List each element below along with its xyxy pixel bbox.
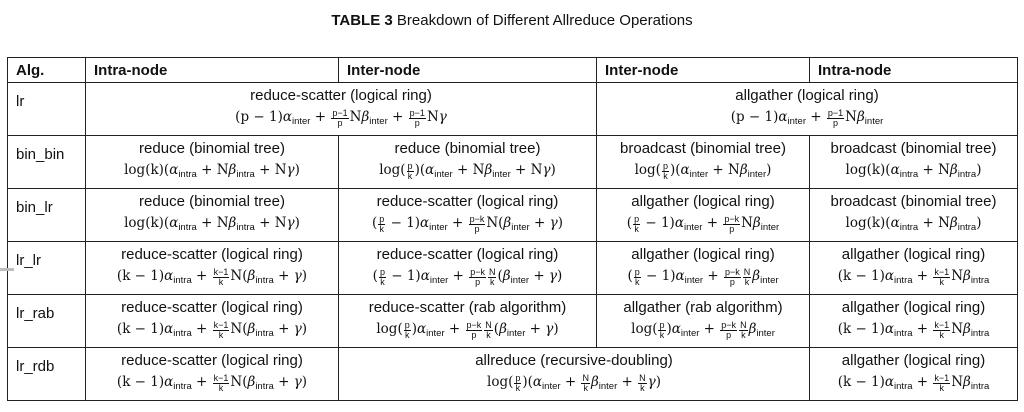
- op-label: reduce-scatter (logical ring): [250, 86, 432, 104]
- formula: $(k - 1)\alpha_{intra}$ + $\frac{k-1}{k}$ $N(\beta_{intra} + \gamma)$: [116, 372, 308, 393]
- op-label: reduce-scatter (logical ring): [376, 245, 559, 263]
- formula: log( $\frac{p}{k}$ )$\alpha_{inter}$ + $\frac{p-k}{p}$ $\frac{N}{k}$ $(\beta_{inter} + \gamma)$: [376, 319, 559, 340]
- op-label: allgather (logical ring): [841, 298, 986, 316]
- header-inter-node-1: Inter-node: [339, 58, 597, 83]
- table-cell: [810, 136, 1018, 189]
- formula: ( $\frac{p}{k}$ − $1)\alpha_{inter}$ + $\frac{p-k}{p}$ $\frac{N}{k}$ $\beta_{inter}$: [627, 266, 779, 287]
- table-label: TABLE 3: [331, 12, 393, 29]
- table-row: [8, 83, 1018, 136]
- table-cell: [86, 189, 339, 242]
- formula: $\log(k)(\alpha_{intra} + N\beta_{intra} + N\gamma)$: [124, 214, 300, 233]
- op-label: reduce (binomial tree): [139, 192, 285, 210]
- table-cell: [810, 189, 1018, 242]
- op-label: broadcast (binomial tree): [620, 139, 786, 157]
- header-inter-node-2: Inter-node: [597, 58, 810, 83]
- cell-lr-reduce: [86, 83, 597, 136]
- header-intra-node-2: Intra-node: [810, 58, 1018, 83]
- formula: $\log(k)(\alpha_{intra} + N\beta_{intra})$: [845, 214, 982, 233]
- table-cell: [86, 242, 339, 295]
- table-title: Breakdown of Different Allreduce Operations: [396, 12, 693, 29]
- table-cell: [810, 242, 1018, 295]
- formula: log( $\frac{p}{k}$ )$(\alpha_{inter} + N\beta_{inter} + N\gamma)$: [379, 160, 556, 181]
- op-label: reduce-scatter (rab algorithm): [368, 298, 567, 316]
- alg-cell: lr_rdb: [8, 348, 86, 401]
- formula: $(k - 1)\alpha_{intra}$ + $\frac{k-1}{k}$ $N(\beta_{intra} + \gamma)$: [116, 266, 308, 287]
- formula: $(k - 1)\alpha_{intra}$ + $\frac{k-1}{k}$ $N\beta_{intra}$: [837, 266, 990, 287]
- op-label: allgather (logical ring): [631, 192, 775, 210]
- op-label: reduce-scatter (logical ring): [121, 298, 303, 316]
- table-cell: [339, 136, 597, 189]
- table-cell: [810, 295, 1018, 348]
- op-label: reduce-scatter (logical ring): [121, 245, 303, 263]
- op-label: reduce-scatter (logical ring): [376, 192, 559, 210]
- alg-cell: bin_bin: [8, 136, 86, 189]
- table-row: [8, 348, 1018, 401]
- op-label: reduce (binomial tree): [394, 139, 541, 157]
- op-label: reduce-scatter (logical ring): [121, 351, 303, 369]
- table-cell: [86, 348, 339, 401]
- table-row: [8, 189, 1018, 242]
- alg-cell: lr: [8, 83, 86, 136]
- op-label: allgather (logical ring): [841, 351, 986, 369]
- formula: $(p - 1)\alpha_{inter}$ + $\frac{p-1}{p}$ $N\beta_{inter}$ + $\frac{p-1}{p}$ Nγ: [235, 107, 447, 128]
- margin-mark: [0, 268, 14, 271]
- op-label: allgather (logical ring): [735, 86, 879, 104]
- header-intra-node-1: Intra-node: [86, 58, 339, 83]
- op-label: broadcast (binomial tree): [830, 139, 997, 157]
- allreduce-table: [7, 57, 1018, 401]
- op-label: reduce (binomial tree): [139, 139, 285, 157]
- op-label: allgather (logical ring): [841, 245, 986, 263]
- table-row: [8, 242, 1018, 295]
- formula: ( $\frac{p}{k}$ − $1)\alpha_{inter}$ + $\frac{p-k}{p}$ $N(\beta_{inter} + \gamma)$: [372, 213, 563, 234]
- op-label: allgather (rab algorithm): [623, 298, 783, 316]
- table-row: [8, 295, 1018, 348]
- table-cell: [597, 242, 810, 295]
- formula: ( $\frac{p}{k}$ − $1)\alpha_{inter}$ + $\frac{p-k}{p}$ $\frac{N}{k}$ $(\beta_{inter} + \gamma)$: [372, 266, 563, 287]
- table-cell: [339, 348, 810, 401]
- op-label: broadcast (binomial tree): [830, 192, 997, 210]
- formula: log( $\frac{p}{k}$ )$\alpha_{inter}$ + $\frac{p-k}{p}$ $\frac{N}{k}$ $\beta_{inter}$: [631, 319, 775, 340]
- op-label: allgather (logical ring): [631, 245, 775, 263]
- alg-cell: bin_lr: [8, 189, 86, 242]
- table-cell: [810, 348, 1018, 401]
- table-cell: [597, 295, 810, 348]
- formula: log( $\frac{p}{k}$ )$(\alpha_{inter} + N\beta_{inter})$: [634, 160, 772, 181]
- table-cell: [597, 136, 810, 189]
- table-cell: [86, 295, 339, 348]
- table-cell: [86, 136, 339, 189]
- formula: $(k - 1)\alpha_{intra}$ + $\frac{k-1}{k}$ $N(\beta_{intra} + \gamma)$: [116, 319, 308, 340]
- table-cell: [597, 189, 810, 242]
- formula: log( $\frac{p}{k}$ )($\alpha_{inter}$ + $\frac{N}{k}$ $\beta_{inter}$ + $\frac{N}{k}$ γ): [487, 372, 661, 393]
- table-caption: [0, 12, 1024, 29]
- formula: ( $\frac{p}{k}$ − $1)\alpha_{inter}$ + $\frac{p-k}{p}$ $N\beta_{inter}$: [626, 213, 780, 234]
- op-label: allreduce (recursive-doubling): [475, 351, 673, 369]
- alg-cell: lr_lr: [8, 242, 86, 295]
- header-alg: Alg.: [8, 58, 86, 83]
- table-row: [8, 136, 1018, 189]
- formula: $(p - 1)\alpha_{inter}$ + $\frac{p-1}{p}$ $N\beta_{inter}$: [730, 107, 884, 128]
- header-row: [8, 58, 1018, 83]
- alg-cell: lr_rab: [8, 295, 86, 348]
- formula: $(k - 1)\alpha_{intra}$ + $\frac{k-1}{k}$ $N\beta_{intra}$: [837, 319, 990, 340]
- table-cell: [339, 189, 597, 242]
- formula: $(k - 1)\alpha_{intra}$ + $\frac{k-1}{k}$ $N\beta_{intra}$: [837, 372, 990, 393]
- cell-lr-gather: [597, 83, 1018, 136]
- formula: $\log(k)(\alpha_{intra} + N\beta_{intra} + N\gamma)$: [124, 161, 300, 180]
- table-cell: [339, 295, 597, 348]
- table-cell: [339, 242, 597, 295]
- formula: $\log(k)(\alpha_{intra} + N\beta_{intra})$: [845, 161, 982, 180]
